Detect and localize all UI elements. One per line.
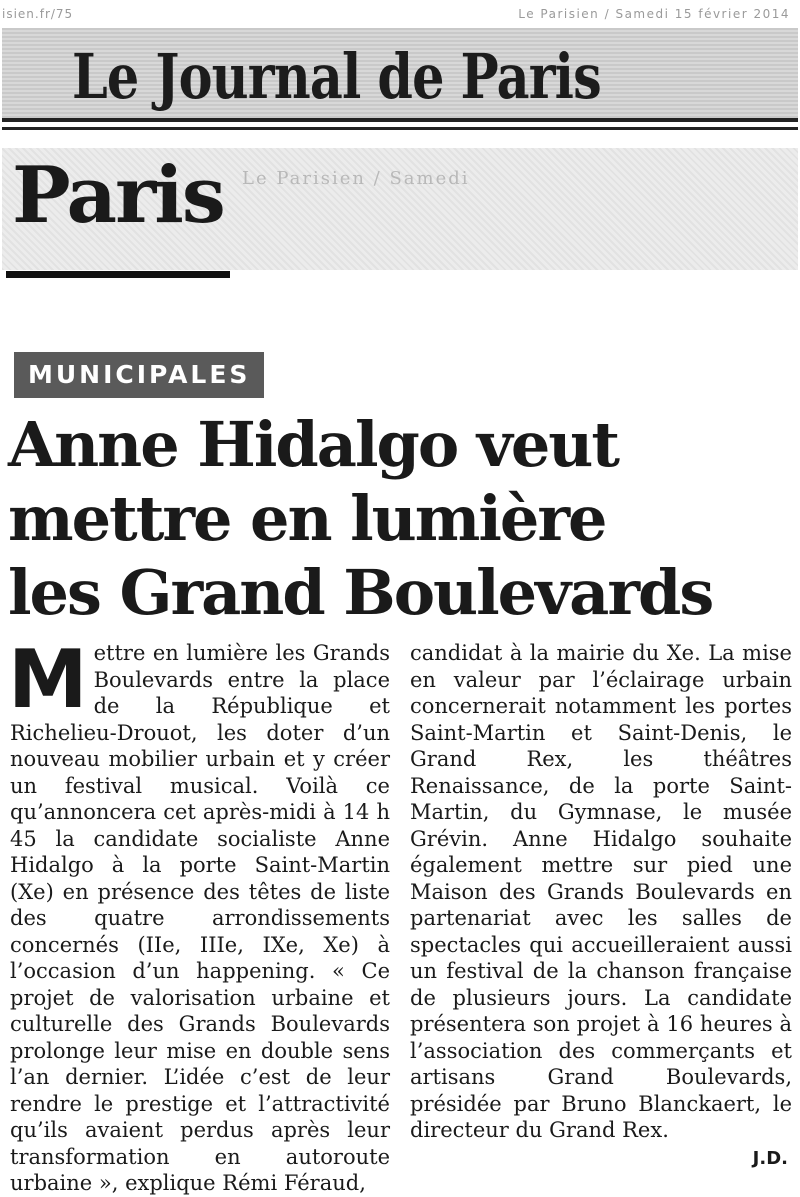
author-signature: J.D. [752, 1148, 788, 1169]
dateline: Le Parisien / Samedi 15 février 2014 [518, 7, 790, 21]
masthead-rule-top [2, 118, 798, 122]
section-title: Paris [12, 150, 224, 241]
masthead-rule-bottom [2, 127, 798, 130]
headline-line: les Grand Boulevards [8, 556, 713, 629]
masthead [2, 28, 798, 118]
article-column-right [410, 640, 792, 1144]
bleed-through-text: Le Parisien / Samedi [242, 168, 470, 189]
article-headline [8, 408, 788, 630]
article-column-left [8, 633, 390, 1197]
headline-line: mettre en lumière [8, 482, 606, 555]
headline-line: Anne Hidalgo veut [8, 408, 618, 481]
top-strip [0, 0, 800, 28]
article-body-right: candidat à la mairie du Xe. La mise en valeur par l’éclairage urbain concernerait notamment les portes Saint-Martin et Saint-Denis, le Grand Rex, les théâtres Renaissance, de la porte Saint-Martin, du Gymnase, le musée Grévin. Anne Hidalgo souhaite également mettre sur pied une Maison des Grands Boulevards en partenariat avec les salles de spectacles qui accueilleraient aussi un festival de la chanson française de plusieurs jours. La candidate présentera son projet à 16 heures à l’association des commerçants et artisans Grand Boulevards, présidée par Bruno Blanckaert, le directeur du Grand Rex. [410, 641, 792, 1142]
kicker-label: MUNICIPALES [14, 352, 264, 398]
masthead-title: Le Journal de Paris [72, 40, 601, 113]
source-url: isien.fr/75 [2, 7, 74, 21]
article-body-left: ettre en lumière les Grands Boulevards entre la place de la République et Richelieu-Drouot, les doter d’un nouveau mobilier urbain et y créer un festival musical. Voilà ce qu’annoncera cet après-midi à 14 h 45 la candidate socialiste Anne Hidalgo à la porte Saint-Martin (Xe) en présence des têtes de liste des quatre arrondissements concernés (IIe, IIIe, IXe, Xe) à l’occasion d’un happening. « Ce projet de valorisation urbaine et culturelle des Grands Boulevards prolonge leur mise en double sens l’an dernier. L’idée c’est de leur rendre le prestige et l’attractivité qu’ils avaient perdus après leur transformation en autoroute urbaine », explique Rémi Féraud, [10, 641, 390, 1195]
drop-cap: M [8, 633, 88, 726]
section-rule [6, 271, 230, 278]
